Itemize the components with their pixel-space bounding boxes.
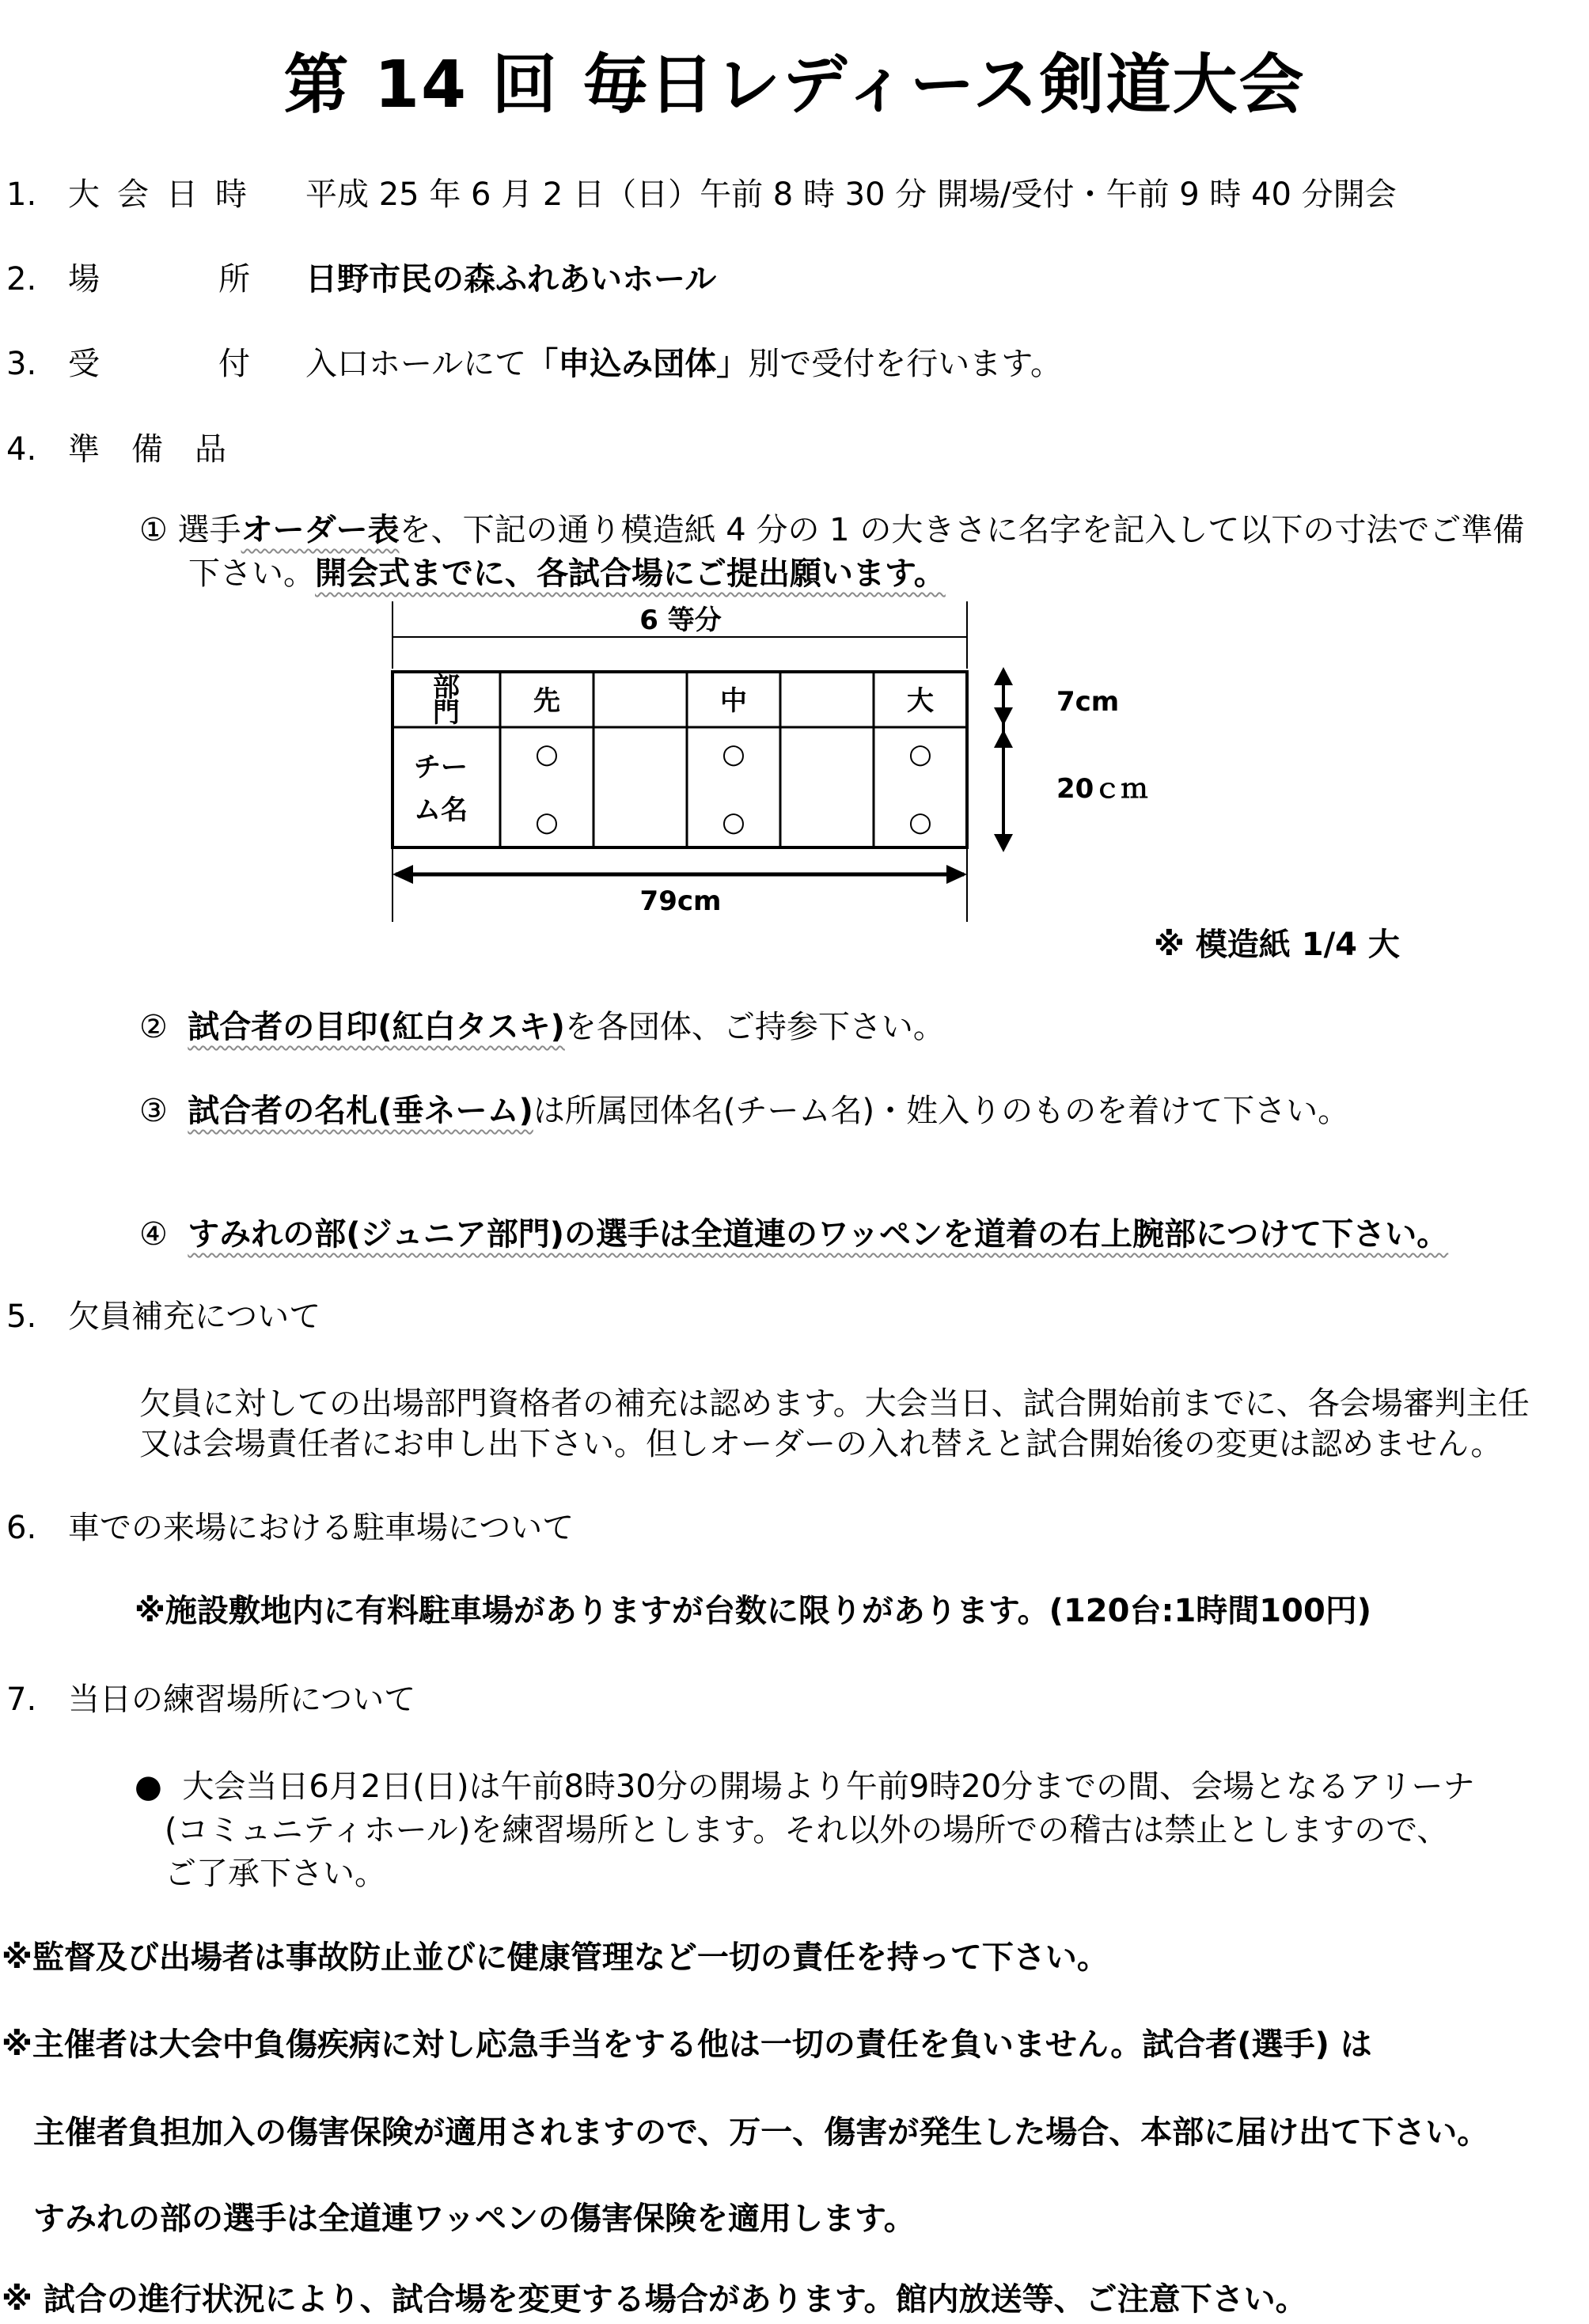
section-5: [6, 1295, 320, 1339]
height-7cm: 7cm: [1056, 686, 1120, 718]
section-label: 当日の練習場所について: [68, 1681, 416, 1718]
circle-mark: ○: [535, 738, 559, 770]
practice-text-3: ご了承下さい。: [165, 1856, 386, 1892]
section-number: 7.: [6, 1681, 37, 1718]
section-label: 車での来場における駐車場について: [68, 1510, 575, 1546]
section-7: [6, 1678, 415, 1722]
section-5-text-2: 又は会場責任者にお申し出下さい。但しオーダーの入れ替えと試合開始後の変更は認めません。: [139, 1426, 1503, 1462]
reception-group: 「申込み団体」: [526, 346, 749, 382]
circle-mark: ○: [908, 806, 932, 838]
section-label: 欠員補充について: [68, 1298, 321, 1335]
prep-item-3-text: は所属団体名(チーム名)・姓入りのものを着けて下さい。: [533, 1093, 1350, 1129]
section-number: 2.: [6, 261, 37, 298]
circled-number: ②: [139, 1009, 168, 1045]
height-20cm: 20ｃｍ: [1056, 773, 1148, 805]
division-label: 6 等分: [639, 605, 722, 636]
section-number: 6.: [6, 1510, 37, 1546]
section-number: 5.: [6, 1298, 37, 1335]
practice-text-2: (コミュニティホール)を練習場所とします。それ以外の場所での稽古は禁止としますので、: [165, 1812, 1449, 1848]
order-sheet-diagram: [0, 0, 1589, 950]
circled-number: ③: [139, 1093, 168, 1129]
reception-text: 入口ホールにて: [305, 346, 527, 382]
parking-note: ※施設敷地内に有料駐車場がありますが台数に限りがあります。(120台:1時間100円): [135, 1593, 1372, 1629]
header-sen: 先: [533, 685, 560, 717]
section-label: 準備品: [68, 431, 258, 468]
note-venue-change: ※ 試合の進行状況により、試合場を変更する場合があります。館内放送等、ご注意下さい。: [2, 2281, 1307, 2318]
prep-item-3-bold: 試合者の名札(垂ネーム): [188, 1093, 533, 1129]
prep-item-2: [139, 1005, 945, 1049]
note-sumire-insurance: すみれの部の選手は全道連ワッペンの傷害保険を適用します。: [33, 2201, 916, 2237]
header-division: 部: [433, 672, 460, 703]
width-79cm: 79cm: [639, 885, 722, 917]
section-label: 場所: [68, 261, 369, 298]
circled-number: ④: [139, 1216, 168, 1253]
prep-text: 下さい。: [188, 555, 315, 592]
section-number: 4.: [6, 431, 37, 468]
page-title: 第 14 回 毎日レディース剣道大会: [283, 47, 1306, 123]
header-tai: 大: [907, 685, 934, 717]
section-5-text-1: 欠員に対しての出場部門資格者の補充は認めます。大会当日、試合開始前までに、各会場審判主任: [139, 1386, 1530, 1422]
section-label: 受付: [68, 346, 369, 382]
section-number: 1.: [6, 176, 37, 213]
section-6: [6, 1506, 574, 1550]
prep-text: を、下記の通り模造紙 4 分の 1 の大きさに名字を記入して以下の寸法でご準備: [399, 512, 1525, 548]
prep-item-3: [139, 1089, 1349, 1133]
submission-note: 開会式までに、各試合場にご提出願います。: [315, 555, 946, 592]
header-division: 門: [433, 697, 460, 729]
circle-mark: ○: [535, 806, 559, 838]
prep-text: 選手: [177, 512, 241, 548]
venue-name: 日野市民の森ふれあいホール: [305, 261, 717, 298]
row-label: チー: [414, 752, 468, 783]
bullet-icon: ●: [135, 1769, 162, 1805]
note-insurance: 主催者負担加入の傷害保険が適用されますので、万一、傷害が発生した場合、本部に届け出て下さい。: [33, 2114, 1489, 2151]
event-datetime: 平成 25 年 6 月 2 日（日）午前 8 時 30 分 開場/受付・午前 9 時 40 分開会: [305, 176, 1397, 213]
practice-text-1: [135, 1765, 1475, 1809]
prep-item-2-text: を各団体、ご持参下さい。: [564, 1009, 945, 1045]
prep-item-4-bold: すみれの部(ジュニア部門)の選手は全道連のワッペンを道着の右上腕部につけて下さい。: [188, 1216, 1449, 1253]
circle-mark: ○: [908, 738, 932, 770]
row-label: ム名: [414, 794, 468, 826]
circle-mark: ○: [722, 738, 745, 770]
circle-mark: ○: [722, 806, 745, 838]
reception-text-end: 別で受付を行います。: [748, 346, 1063, 382]
practice-text: 大会当日6月2日(日)は午前8時30分の開場より午前9時20分までの間、会場となるアリーナ: [182, 1769, 1475, 1805]
section-number: 3.: [6, 346, 37, 382]
header-chu: 中: [720, 685, 747, 717]
note-responsibility: ※監督及び出場者は事故防止並びに健康管理など一切の責任を持って下さい。: [2, 1939, 1109, 1976]
prep-item-2-bold: 試合者の目印(紅白タスキ): [188, 1009, 565, 1045]
circled-number: ①: [139, 512, 168, 548]
section-label: 大会日時: [68, 176, 264, 213]
prep-item-4: [139, 1212, 1448, 1257]
paper-size-note: ※ 模造紙 1/4 大: [1154, 927, 1400, 963]
note-liability: ※主催者は大会中負傷疾病に対し応急手当をする他は一切の責任を負いません。試合者(選手) は: [2, 2026, 1372, 2063]
order-sheet-label: オーダー表: [241, 512, 400, 548]
